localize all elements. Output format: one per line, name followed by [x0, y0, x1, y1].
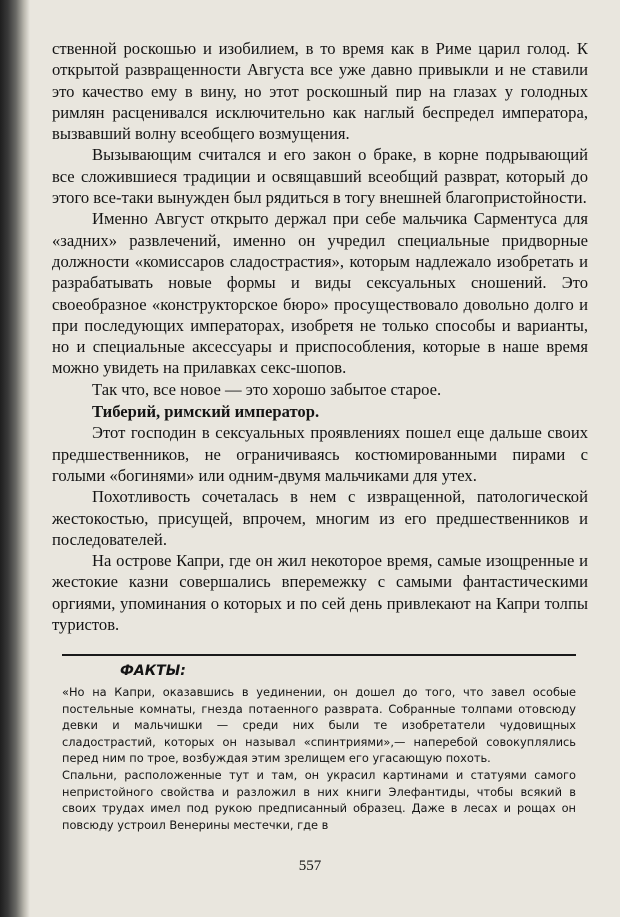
page-content: [52, 38, 588, 635]
facts-text: [62, 684, 576, 833]
section-heading: Тиберий, римский император.: [92, 402, 320, 422]
paragraph-5: Этот господин в сексуальных проявлениях пошел еще дальше своих предшественников, не ограничиваясь костюмированными пирами с голыми «богинями» или одним-двумя мальчиками для утех.: [52, 423, 588, 485]
book-spine-shadow: [0, 0, 30, 917]
paragraph-3: Именно Август открыто держал при себе мальчика Сарментуса для «задних» развлечений, именно он учредил специальные придворные должности «комиссаров сладострастия», которым надлежало изобретать и разрабатывать новые формы и виды сексуальных сношений. Это своеобразное «конструкторское бюро» просуществовало довольно долго и при последующих императорах, изобретя не только способы и варианты, но и специальные аксессуары и приспособления, которые в наше время можно увидеть на прилавках секс-шопов.: [52, 209, 588, 378]
facts-paragraph-2: Спальни, расположенные тут и там, он украсил картинами и статуями самого непристойного свойства и разложил в них книги Элефантиды, чтобы всякий в своих трудах имел под рукою предписанный образец. Даже в лесах и рощах он повсюду устроил Венерины местечки, где в: [62, 767, 576, 832]
paragraph-7: На острове Капри, где он жил некоторое время, самые изощренные и жестокие казни совершались вперемежку с самыми фантастическими оргиями, упоминания о которых и по сей день привлекают на Капри толпы туристов.: [52, 551, 588, 635]
paragraph-4: Так что, все новое — это хорошо забытое старое.: [92, 379, 442, 399]
facts-title: ФАКТЫ:: [120, 663, 186, 679]
facts-paragraph-1: «Но на Капри, оказавшись в уединении, он дошел до того, что завел особые постельные комнаты, гнезда потаенного разврата. Собранные толпами отовсюду девки и мальчишки — среди них были те изобретатели чудовищных сладострастий, которых он называл «спинтриями»,— наперебой совокуплялись перед ним по трое, возбуждая этим зрелищем его угасающую похоть.: [62, 685, 576, 766]
page-number: 557: [298, 858, 322, 874]
paragraph-1: ственной роскошью и изобилием, в то время как в Риме царил голод. К открытой развращенности Августа все уже давно привыкли и не ставили это качество ему в вину, но этот роскошный пир на глазах у голодных римлян расценивался исключительно как наглый беспредел императора, вызвавший волну всеобщего возмущения.: [52, 39, 588, 144]
paragraph-6: Похотливость сочеталась в нем с извращенной, патологической жестокостью, присущей, впрочем, многим из его предшественников и последователей.: [52, 487, 588, 549]
paragraph-2: Вызывающим считался и его закон о браке, в корне подрывающий все сложившиеся традиции и освящавший всеобщий разврат, который до этого все-таки вынужден был рядиться в тогу внешней благопристойности.: [52, 145, 588, 208]
facts-box: [62, 654, 576, 833]
facts-divider: [62, 654, 576, 656]
main-text: [52, 38, 588, 635]
